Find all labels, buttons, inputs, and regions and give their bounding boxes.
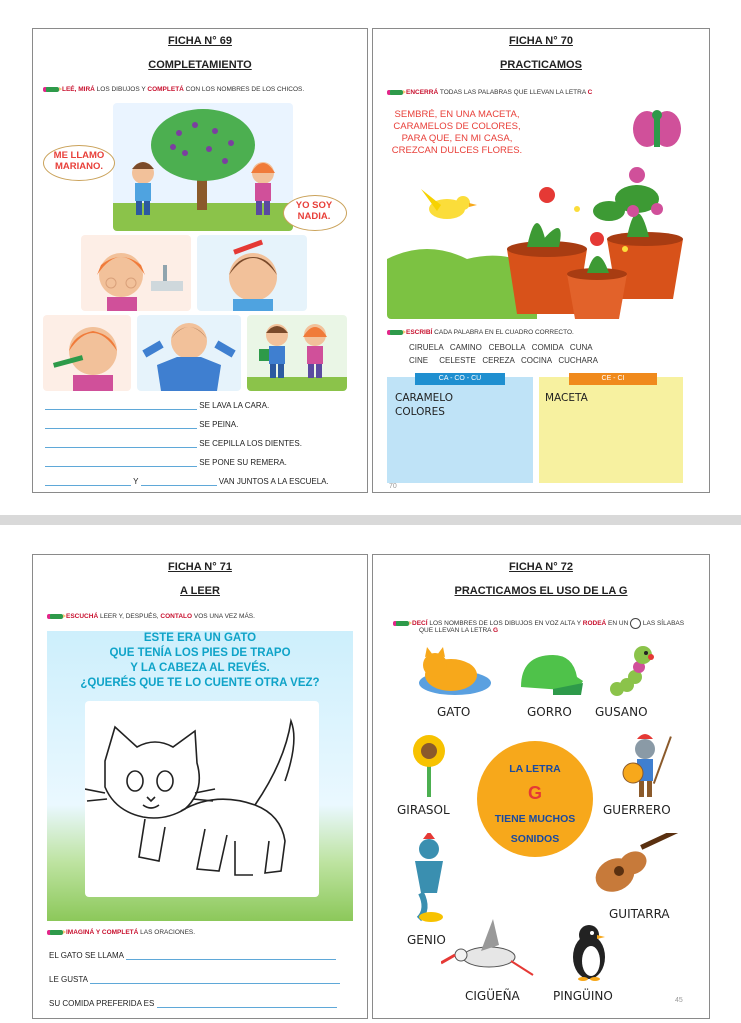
blank-field[interactable] (45, 420, 197, 429)
flower-pots-drawing (387, 99, 697, 319)
tree-scene-drawing (113, 103, 293, 231)
blank-field[interactable] (45, 477, 131, 486)
word-list-row-2: CINE CELESTE CEREZA COCINA CUCHARA (409, 356, 598, 365)
sentence-line-2: LE GUSTA (49, 975, 340, 984)
pencil-icon (389, 330, 403, 335)
ficha-72-page (372, 554, 710, 1019)
ficha-71-instruction: ESCUCHÁ LEER Y, DESPUÉS, CONTALO VOS UNA VEZ MÁS. (49, 613, 255, 620)
circle-bottom-text-2: SONIDOS (510, 833, 560, 845)
page-number: 45 (675, 997, 683, 1004)
guitar-icon (593, 833, 689, 897)
pencil-icon (395, 621, 409, 626)
blank-field[interactable] (45, 401, 197, 410)
kids-walking-school-image (247, 315, 347, 391)
ficha-70-verse: SEMBRÉ, EN UNA MACETA, CARAMELOS DE COLORES, PARA QUE, EN MI CASA, CREZCAN DULCES FLORES. (391, 109, 523, 156)
poem-text: ESTE ERA UN GATO QUE TENÍA LOS PIES DE TRAPO Y LA CABEZA AL REVÉS. ¿QUERÉS QUE TE LO CUENTE OTRA VEZ? (80, 632, 320, 689)
genie-icon (401, 833, 457, 925)
boy-combing-hair-image (197, 235, 307, 311)
sentence-line-3: SU COMIDA PREFERIDA ES (49, 999, 337, 1008)
word-guerrero: GUERRERO (603, 803, 671, 817)
speech-bubble-mariano-text: ME LLAMO MARIANO. (53, 150, 105, 172)
pencil-icon (45, 87, 59, 92)
answer-line-5: Y VAN JUNTOS A LA ESCUELA. (45, 477, 329, 486)
boy-putting-shirt-image (137, 315, 241, 391)
ficha-71-title: FICHA N° 71 (168, 561, 232, 573)
box-left-word-2: COLORES (395, 406, 445, 418)
word-ciguena: CIGÜEÑA (465, 989, 520, 1003)
sunflower-icon (407, 733, 451, 797)
box-ce-ci-header: CE - CI (569, 373, 657, 385)
answer-line-4: SE PONE SU REMERA. (45, 458, 287, 467)
cat-outline-drawing (85, 701, 319, 897)
cat-coloring-image (85, 701, 319, 897)
answer-line-2: SE PEINA. (45, 420, 238, 429)
speech-bubble-nadia-text: YO SOY NADIA. (295, 200, 333, 222)
blank-field[interactable] (141, 477, 217, 486)
answer-line-3: SE CEPILLA LOS DIENTES. (45, 439, 302, 448)
ficha-69-subtitle: COMPLETAMIENTO (148, 59, 252, 71)
stork-icon (441, 915, 537, 981)
word-genio: GENIO (407, 933, 446, 947)
circle-bottom-text-1: TIENE MUCHOS (494, 813, 576, 825)
cap-icon (513, 647, 585, 699)
ficha-71-page (32, 554, 368, 1019)
ficha-72-instruction: DECÍ LOS NOMBRES DE LOS DIBUJOS EN VOZ ALTA Y RODEÁ EN UN LAS SÍLABAS (395, 618, 684, 629)
sentence-line-1: EL GATO SE LLAMA (49, 951, 336, 960)
blank-field[interactable] (45, 439, 197, 448)
word-gusano: GUSANO (595, 705, 648, 719)
box-left-word-1: CARAMELO (395, 392, 454, 404)
circle-top-text: LA LETRA (509, 763, 561, 775)
ficha-70-instruction-2: ESCRIBÍ CADA PALABRA EN EL CUADRO CORRECTO. (389, 329, 574, 336)
cat-sleeping-icon (415, 643, 495, 699)
ficha-70-instruction: ENCERRÁ TODAS LAS PALABRAS QUE LLEVAN LA LETRA C (389, 89, 592, 96)
blank-field[interactable] (157, 999, 337, 1008)
page-divider (0, 515, 741, 525)
pencil-icon (389, 90, 403, 95)
word-pinguino: PINGÜINO (553, 989, 613, 1003)
circle-letter: G (527, 783, 542, 803)
ficha-72-title: FICHA N° 72 (509, 561, 573, 573)
girl-washing-face-image (81, 235, 191, 311)
flower-pots-image (387, 99, 697, 319)
ficha-70-page (372, 28, 710, 493)
answer-line-1: SE LAVA LA CARA. (45, 401, 269, 410)
blank-field[interactable] (90, 975, 340, 984)
penguin-icon (567, 923, 611, 983)
box-ca-co-cu-header: CA - CO - CU (415, 373, 505, 385)
ficha-72-subtitle: PRACTICAMOS EL USO DE LA G (454, 585, 628, 597)
circle-icon (630, 618, 641, 629)
tree-scene-image (113, 103, 293, 231)
word-girasol: GIRASOL (397, 803, 450, 817)
box-right-word-1: MACETA (545, 392, 588, 404)
ficha-71-subtitle: A LEER (180, 585, 220, 597)
girl-brushing-teeth-image (43, 315, 131, 391)
worm-icon (605, 639, 661, 699)
pencil-icon (49, 930, 63, 935)
ficha-69-title: FICHA N° 69 (168, 35, 232, 47)
page-number: 70 (389, 483, 397, 490)
ficha-72-instruction-line2: QUE LLEVAN LA LETRA G (419, 627, 499, 634)
blank-field[interactable] (45, 458, 197, 467)
ficha-69-instruction: LEÉ, MIRÁ LOS DIBUJOS Y COMPLETÁ CON LOS NOMBRES DE LOS CHICOS. (45, 86, 304, 93)
word-gato: GATO (437, 705, 471, 719)
word-list-row-1: CIRUELA CAMINO CEBOLLA COMIDA CUNA (409, 343, 593, 352)
ficha-70-title: FICHA N° 70 (509, 35, 573, 47)
ficha-69-page (32, 28, 368, 493)
blank-field[interactable] (126, 951, 336, 960)
ficha-71-instruction-2: IMAGINÁ Y COMPLETÁ LAS ORACIONES. (49, 929, 195, 936)
word-gorro: GORRO (527, 705, 572, 719)
word-guitarra: GUITARRA (609, 907, 670, 921)
pencil-icon (49, 614, 63, 619)
ficha-70-subtitle: PRACTICAMOS (500, 59, 582, 71)
warrior-icon (617, 731, 677, 799)
